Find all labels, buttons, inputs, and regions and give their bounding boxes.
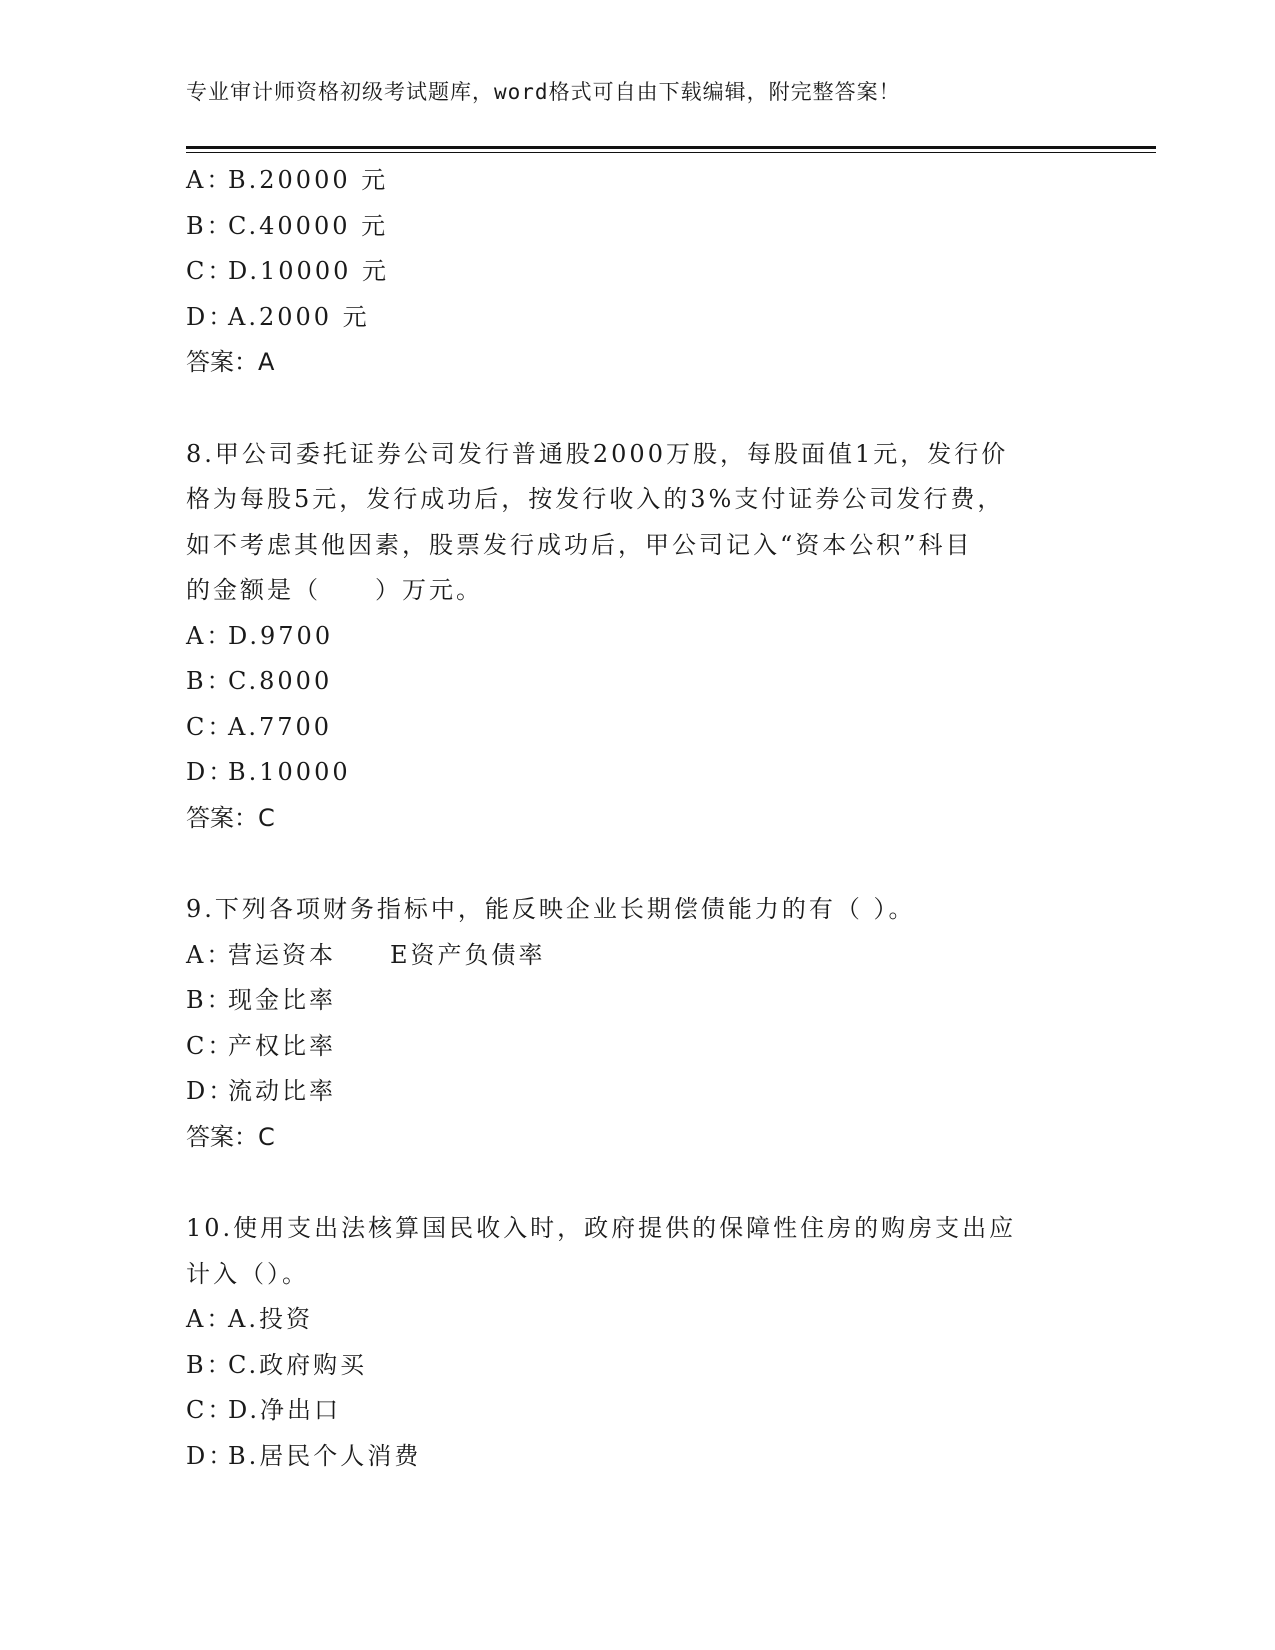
option-text: B.居民个人消费 [228, 1441, 422, 1470]
q10-option-d [186, 1434, 1086, 1480]
option-text: 现金比率 [228, 986, 336, 1014]
q10-option-a [186, 1297, 1086, 1343]
q9-option-a [186, 933, 1086, 979]
option-key: B： [186, 986, 234, 1014]
option-extra-text: E资产负债率 [390, 940, 546, 969]
q8-stem-line-1: 8.甲公司委托证券公司发行普通股2000万股，每股面值1元，发行价 [186, 439, 1009, 468]
option-text: D.净出口 [228, 1396, 342, 1424]
q8-option-b [186, 659, 1086, 705]
option-key: D： [186, 1441, 236, 1470]
header-rule-thin [186, 152, 1156, 153]
option-text: C.40000 元 [228, 211, 389, 240]
q8-stem-line-4: 的金额是（ ）万元。 [186, 576, 483, 604]
option-text: 产权比率 [228, 1031, 336, 1060]
q8-option-a [186, 614, 1086, 660]
q7-answer: 答案：A [186, 348, 275, 376]
option-key: A： [186, 1305, 234, 1333]
q9-option-d [186, 1069, 1086, 1115]
option-text: D.9700 [228, 621, 334, 650]
q10-block [186, 1206, 1086, 1479]
option-text: D.10000 元 [228, 257, 389, 285]
option-text: B.10000 [228, 758, 351, 786]
option-key: C： [186, 257, 235, 285]
q8-answer: 答案：C [186, 803, 275, 832]
q10-stem-line-1: 10.使用支出法核算国民收入时，政府提供的保障性住房的购房支出应 [186, 1214, 1017, 1242]
option-key: D： [186, 1077, 236, 1105]
q8-block [186, 432, 1086, 842]
q8-option-c [186, 705, 1086, 751]
q8-stem-line-3: 如不考虑其他因素，股票发行成功后，甲公司记入“资本公积”科目 [186, 530, 973, 559]
option-text: 流动比率 [228, 1077, 336, 1105]
q8-stem-line-2: 格为每股5元，发行成功后，按发行收入的3%支付证券公司发行费， [186, 485, 1005, 513]
option-key: D： [186, 758, 236, 786]
option-key: B： [186, 1350, 234, 1379]
option-key: C： [186, 1031, 235, 1060]
q7-option-a [186, 158, 1086, 204]
q9-block [186, 887, 1086, 1160]
option-text: A.7700 [228, 712, 333, 741]
question-content [186, 158, 1086, 1479]
option-key: B： [186, 211, 234, 240]
q7-option-d [186, 295, 1086, 341]
option-text: A.2000 元 [228, 302, 370, 331]
option-key: D： [186, 302, 236, 331]
q10-option-b [186, 1343, 1086, 1389]
q9-answer: 答案：C [186, 1122, 275, 1151]
q10-stem-line-2: 计入（）。 [186, 1259, 309, 1288]
option-key: C： [186, 1396, 235, 1424]
q7-option-c [186, 249, 1086, 295]
q9-option-c [186, 1024, 1086, 1070]
q9-stem-line-1: 9.下列各项财务指标中，能反映企业长期偿债能力的有（ ）。 [186, 895, 916, 923]
header-rule-thick [186, 146, 1156, 149]
q8-option-d [186, 750, 1086, 796]
option-text: B.20000 元 [228, 166, 389, 194]
q7-block [186, 158, 1086, 386]
option-key: C： [186, 712, 235, 741]
option-key: A： [186, 166, 234, 194]
option-text: 营运资本 [228, 940, 336, 969]
q9-option-b [186, 978, 1086, 1024]
q7-option-b [186, 204, 1086, 250]
option-key: B： [186, 667, 234, 695]
option-text: C.政府购买 [228, 1350, 368, 1379]
option-key: A： [186, 940, 234, 969]
page-header: 专业审计师资格初级考试题库，word格式可自由下载编辑，附完整答案！ [186, 80, 901, 104]
q10-option-c [186, 1388, 1086, 1434]
option-text: A.投资 [228, 1305, 313, 1333]
option-key: A： [186, 621, 234, 650]
option-text: C.8000 [228, 667, 333, 695]
